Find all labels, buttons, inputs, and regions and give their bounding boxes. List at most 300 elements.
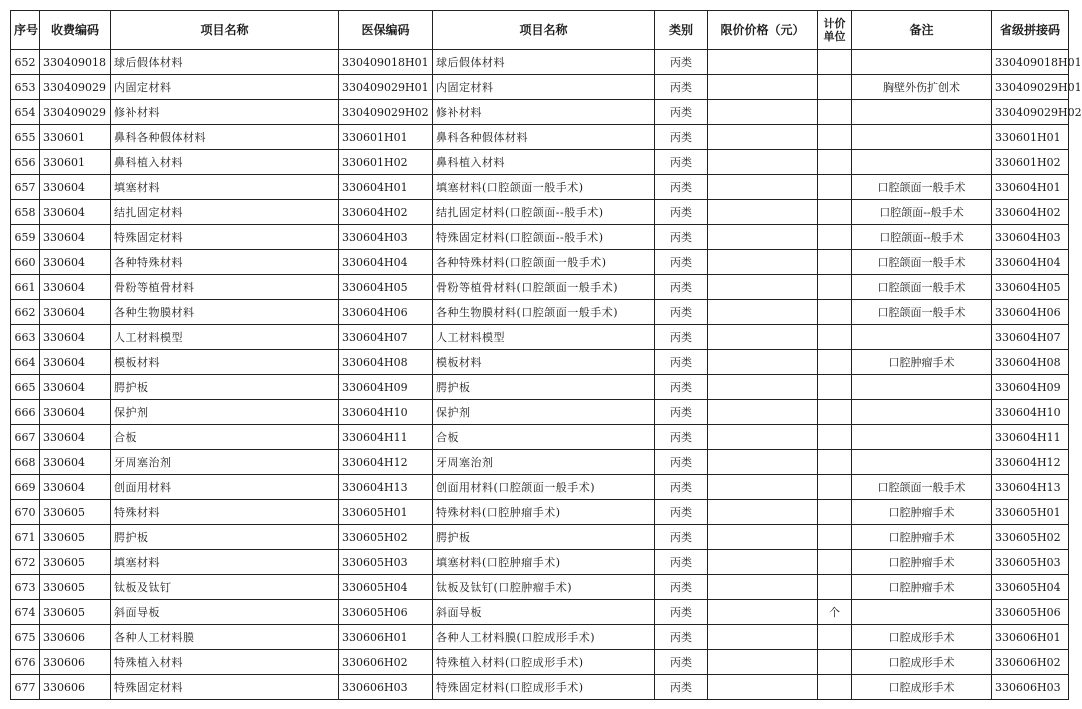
table-row [11, 200, 1069, 225]
cell-category: 丙类 [655, 350, 708, 375]
cell-price-limit [708, 375, 818, 400]
cell-unit [818, 575, 852, 600]
cell-note: 口腔成形手术 [852, 650, 992, 675]
header-note: 备注 [852, 11, 992, 50]
cell-insurance-item-name: 球后假体材料 [433, 50, 655, 75]
table-row [11, 225, 1069, 250]
cell-category: 丙类 [655, 400, 708, 425]
table-row [11, 625, 1069, 650]
table-row [11, 250, 1069, 275]
cell-seq: 667 [11, 425, 40, 450]
cell-category: 丙类 [655, 300, 708, 325]
cell-provincial-code: 330604H08 [992, 350, 1069, 375]
price-list-sheet [10, 10, 1082, 700]
cell-seq: 671 [11, 525, 40, 550]
cell-item-name: 各种人工材料膜 [111, 625, 339, 650]
cell-item-name: 填塞材料 [111, 550, 339, 575]
cell-insurance-item-name: 各种特殊材料(口腔颌面一般手术) [433, 250, 655, 275]
cell-price-limit [708, 400, 818, 425]
cell-note: 口腔肿瘤手术 [852, 350, 992, 375]
cell-insurance-item-name: 保护剂 [433, 400, 655, 425]
cell-seq: 663 [11, 325, 40, 350]
cell-unit [818, 450, 852, 475]
cell-fee-code: 330604 [40, 175, 111, 200]
cell-fee-code: 330604 [40, 250, 111, 275]
cell-seq: 676 [11, 650, 40, 675]
cell-provincial-code: 330606H03 [992, 675, 1069, 700]
cell-insurance-item-name: 创面用材料(口腔颌面一般手术) [433, 475, 655, 500]
cell-insurance-code: 330604H02 [339, 200, 433, 225]
cell-unit [818, 200, 852, 225]
cell-unit [818, 675, 852, 700]
cell-note [852, 150, 992, 175]
cell-seq: 655 [11, 125, 40, 150]
cell-provincial-code: 330409029H02 [992, 100, 1069, 125]
cell-price-limit [708, 450, 818, 475]
cell-seq: 657 [11, 175, 40, 200]
cell-seq: 662 [11, 300, 40, 325]
cell-insurance-item-name: 内固定材料 [433, 75, 655, 100]
cell-fee-code: 330606 [40, 625, 111, 650]
cell-unit [818, 350, 852, 375]
cell-category: 丙类 [655, 250, 708, 275]
cell-fee-code: 330604 [40, 475, 111, 500]
cell-price-limit [708, 500, 818, 525]
header-unit-line2: 单位 [823, 30, 846, 43]
cell-provincial-code: 330604H04 [992, 250, 1069, 275]
cell-category: 丙类 [655, 275, 708, 300]
cell-category: 丙类 [655, 650, 708, 675]
table-row [11, 400, 1069, 425]
cell-provincial-code: 330409029H01 [992, 75, 1069, 100]
cell-price-limit [708, 75, 818, 100]
cell-category: 丙类 [655, 425, 708, 450]
cell-unit [818, 400, 852, 425]
cell-category: 丙类 [655, 675, 708, 700]
cell-item-name: 结扎固定材料 [111, 200, 339, 225]
cell-fee-code: 330605 [40, 550, 111, 575]
cell-seq: 654 [11, 100, 40, 125]
cell-category: 丙类 [655, 575, 708, 600]
cell-insurance-item-name: 修补材料 [433, 100, 655, 125]
cell-fee-code: 330604 [40, 350, 111, 375]
cell-provincial-code: 330604H03 [992, 225, 1069, 250]
cell-insurance-code: 330604H11 [339, 425, 433, 450]
table-row [11, 275, 1069, 300]
cell-provincial-code: 330409018H01 [992, 50, 1069, 75]
cell-price-limit [708, 475, 818, 500]
table-row [11, 100, 1069, 125]
cell-note [852, 425, 992, 450]
cell-insurance-item-name: 各种生物膜材料(口腔颌面一般手术) [433, 300, 655, 325]
cell-category: 丙类 [655, 550, 708, 575]
cell-insurance-code: 330605H06 [339, 600, 433, 625]
cell-price-limit [708, 100, 818, 125]
cell-note: 口腔肿瘤手术 [852, 500, 992, 525]
cell-note: 口腔肿瘤手术 [852, 575, 992, 600]
table-header [11, 11, 1069, 50]
cell-fee-code: 330605 [40, 575, 111, 600]
table-row [11, 550, 1069, 575]
cell-seq: 661 [11, 275, 40, 300]
cell-item-name: 牙周塞治剂 [111, 450, 339, 475]
table-row [11, 375, 1069, 400]
cell-provincial-code: 330604H13 [992, 475, 1069, 500]
cell-note: 口腔肿瘤手术 [852, 525, 992, 550]
cell-note [852, 375, 992, 400]
cell-note: 口腔颌面一般手术 [852, 475, 992, 500]
cell-seq: 677 [11, 675, 40, 700]
table-row [11, 675, 1069, 700]
cell-seq: 669 [11, 475, 40, 500]
cell-fee-code: 330601 [40, 150, 111, 175]
cell-insurance-item-name: 钛板及钛钉(口腔肿瘤手术) [433, 575, 655, 600]
cell-insurance-code: 330601H02 [339, 150, 433, 175]
cell-provincial-code: 330604H10 [992, 400, 1069, 425]
cell-unit [818, 500, 852, 525]
cell-fee-code: 330604 [40, 425, 111, 450]
cell-item-name: 特殊材料 [111, 500, 339, 525]
cell-insurance-item-name: 特殊植入材料(口腔成形手术) [433, 650, 655, 675]
cell-category: 丙类 [655, 375, 708, 400]
cell-provincial-code: 330604H02 [992, 200, 1069, 225]
cell-price-limit [708, 600, 818, 625]
cell-unit [818, 100, 852, 125]
cell-category: 丙类 [655, 475, 708, 500]
cell-category: 丙类 [655, 625, 708, 650]
cell-note [852, 100, 992, 125]
cell-insurance-item-name: 特殊材料(口腔肿瘤手术) [433, 500, 655, 525]
cell-seq: 660 [11, 250, 40, 275]
cell-item-name: 骨粉等植骨材料 [111, 275, 339, 300]
cell-item-name: 合板 [111, 425, 339, 450]
table-row [11, 450, 1069, 475]
table-row [11, 50, 1069, 75]
cell-unit [818, 550, 852, 575]
cell-insurance-code: 330604H03 [339, 225, 433, 250]
cell-provincial-code: 330604H05 [992, 275, 1069, 300]
cell-note [852, 400, 992, 425]
cell-note [852, 600, 992, 625]
cell-item-name: 特殊固定材料 [111, 225, 339, 250]
cell-category: 丙类 [655, 75, 708, 100]
cell-fee-code: 330604 [40, 375, 111, 400]
cell-unit [818, 175, 852, 200]
cell-note: 口腔颌面--般手术 [852, 225, 992, 250]
cell-provincial-code: 330604H07 [992, 325, 1069, 350]
cell-insurance-code: 330604H05 [339, 275, 433, 300]
table-row [11, 325, 1069, 350]
cell-provincial-code: 330604H09 [992, 375, 1069, 400]
cell-fee-code: 330409029 [40, 100, 111, 125]
cell-provincial-code: 330605H04 [992, 575, 1069, 600]
table-row [11, 350, 1069, 375]
cell-category: 丙类 [655, 175, 708, 200]
cell-note: 口腔颌面一般手术 [852, 250, 992, 275]
cell-unit [818, 425, 852, 450]
cell-insurance-code: 330604H01 [339, 175, 433, 200]
cell-price-limit [708, 175, 818, 200]
cell-insurance-item-name: 鼻科各种假体材料 [433, 125, 655, 150]
cell-note: 口腔肿瘤手术 [852, 550, 992, 575]
cell-item-name: 填塞材料 [111, 175, 339, 200]
cell-seq: 670 [11, 500, 40, 525]
cell-category: 丙类 [655, 325, 708, 350]
cell-seq: 673 [11, 575, 40, 600]
cell-insurance-code: 330605H02 [339, 525, 433, 550]
cell-price-limit [708, 575, 818, 600]
cell-price-limit [708, 50, 818, 75]
cell-insurance-code: 330604H04 [339, 250, 433, 275]
cell-price-limit [708, 650, 818, 675]
cell-insurance-code: 330604H06 [339, 300, 433, 325]
cell-note [852, 50, 992, 75]
cell-insurance-code: 330605H03 [339, 550, 433, 575]
cell-category: 丙类 [655, 125, 708, 150]
table-row [11, 575, 1069, 600]
cell-insurance-code: 330409029H02 [339, 100, 433, 125]
cell-category: 丙类 [655, 525, 708, 550]
header-unit [818, 11, 852, 50]
cell-insurance-item-name: 特殊固定材料(口腔颌面--般手术) [433, 225, 655, 250]
cell-fee-code: 330604 [40, 275, 111, 300]
cell-unit [818, 50, 852, 75]
cell-item-name: 人工材料模型 [111, 325, 339, 350]
cell-note: 口腔颌面一般手术 [852, 300, 992, 325]
cell-note [852, 125, 992, 150]
cell-insurance-item-name: 合板 [433, 425, 655, 450]
cell-insurance-item-name: 填塞材料(口腔颌面一般手术) [433, 175, 655, 200]
cell-category: 丙类 [655, 225, 708, 250]
cell-note [852, 450, 992, 475]
cell-category: 丙类 [655, 150, 708, 175]
table-row [11, 75, 1069, 100]
cell-provincial-code: 330606H02 [992, 650, 1069, 675]
cell-insurance-code: 330601H01 [339, 125, 433, 150]
cell-insurance-code: 330604H07 [339, 325, 433, 350]
cell-insurance-item-name: 特殊固定材料(口腔成形手术) [433, 675, 655, 700]
header-category: 类别 [655, 11, 708, 50]
cell-insurance-code: 330604H13 [339, 475, 433, 500]
header-row [11, 11, 1069, 50]
cell-unit [818, 525, 852, 550]
cell-price-limit [708, 625, 818, 650]
cell-provincial-code: 330604H01 [992, 175, 1069, 200]
cell-fee-code: 330604 [40, 400, 111, 425]
cell-price-limit [708, 550, 818, 575]
cell-seq: 664 [11, 350, 40, 375]
cell-unit [818, 650, 852, 675]
cell-insurance-code: 330409018H01 [339, 50, 433, 75]
cell-seq: 658 [11, 200, 40, 225]
cell-unit [818, 150, 852, 175]
cell-unit [818, 225, 852, 250]
cell-price-limit [708, 525, 818, 550]
cell-item-name: 保护剂 [111, 400, 339, 425]
cell-seq: 675 [11, 625, 40, 650]
cell-insurance-code: 330606H02 [339, 650, 433, 675]
table-row [11, 525, 1069, 550]
cell-price-limit [708, 225, 818, 250]
cell-insurance-item-name: 人工材料模型 [433, 325, 655, 350]
cell-insurance-code: 330604H08 [339, 350, 433, 375]
cell-seq: 652 [11, 50, 40, 75]
cell-category: 丙类 [655, 50, 708, 75]
cell-fee-code: 330605 [40, 600, 111, 625]
cell-fee-code: 330601 [40, 125, 111, 150]
cell-insurance-code: 330606H01 [339, 625, 433, 650]
cell-insurance-item-name: 填塞材料(口腔肿瘤手术) [433, 550, 655, 575]
cell-unit [818, 250, 852, 275]
cell-provincial-code: 330604H11 [992, 425, 1069, 450]
cell-insurance-item-name: 牙周塞治剂 [433, 450, 655, 475]
header-insurance-item-name: 项目名称 [433, 11, 655, 50]
header-provincial-code: 省级拼接码 [992, 11, 1069, 50]
cell-insurance-item-name: 骨粉等植骨材料(口腔颌面一般手术) [433, 275, 655, 300]
table-row [11, 150, 1069, 175]
cell-category: 丙类 [655, 100, 708, 125]
cell-seq: 656 [11, 150, 40, 175]
table-row [11, 175, 1069, 200]
cell-insurance-item-name: 模板材料 [433, 350, 655, 375]
cell-unit [818, 300, 852, 325]
cell-unit [818, 475, 852, 500]
cell-price-limit [708, 325, 818, 350]
cell-insurance-item-name: 斜面导板 [433, 600, 655, 625]
cell-seq: 666 [11, 400, 40, 425]
cell-unit [818, 275, 852, 300]
cell-insurance-item-name: 结扎固定材料(口腔颌面--般手术) [433, 200, 655, 225]
cell-seq: 672 [11, 550, 40, 575]
cell-note: 口腔成形手术 [852, 675, 992, 700]
cell-fee-code: 330606 [40, 675, 111, 700]
cell-item-name: 特殊植入材料 [111, 650, 339, 675]
cell-seq: 659 [11, 225, 40, 250]
cell-fee-code: 330604 [40, 200, 111, 225]
header-price-limit: 限价价格（元） [708, 11, 818, 50]
cell-item-name: 钛板及钛钉 [111, 575, 339, 600]
cell-item-name: 各种生物膜材料 [111, 300, 339, 325]
cell-fee-code: 330604 [40, 450, 111, 475]
cell-item-name: 腭护板 [111, 525, 339, 550]
cell-item-name: 创面用材料 [111, 475, 339, 500]
cell-category: 丙类 [655, 500, 708, 525]
cell-insurance-item-name: 腭护板 [433, 375, 655, 400]
cell-seq: 674 [11, 600, 40, 625]
cell-provincial-code: 330606H01 [992, 625, 1069, 650]
header-seq: 序号 [11, 11, 40, 50]
cell-provincial-code: 330605H06 [992, 600, 1069, 625]
cell-item-name: 模板材料 [111, 350, 339, 375]
cell-seq: 668 [11, 450, 40, 475]
cell-item-name: 球后假体材料 [111, 50, 339, 75]
cell-unit [818, 625, 852, 650]
cell-note: 口腔颌面一般手术 [852, 175, 992, 200]
cell-provincial-code: 330605H02 [992, 525, 1069, 550]
cell-note: 胸壁外伤扩创术 [852, 75, 992, 100]
cell-price-limit [708, 300, 818, 325]
table-row [11, 125, 1069, 150]
cell-fee-code: 330604 [40, 325, 111, 350]
cell-item-name: 内固定材料 [111, 75, 339, 100]
table-row [11, 300, 1069, 325]
cell-note: 口腔颌面--般手术 [852, 200, 992, 225]
cell-insurance-code: 330604H09 [339, 375, 433, 400]
cell-insurance-code: 330605H01 [339, 500, 433, 525]
cell-price-limit [708, 250, 818, 275]
cell-provincial-code: 330605H03 [992, 550, 1069, 575]
header-item-name: 项目名称 [111, 11, 339, 50]
cell-category: 丙类 [655, 200, 708, 225]
table-row [11, 475, 1069, 500]
cell-price-limit [708, 150, 818, 175]
table-body [11, 50, 1082, 700]
cell-unit [818, 125, 852, 150]
cell-insurance-item-name: 各种人工材料膜(口腔成形手术) [433, 625, 655, 650]
table-row [11, 425, 1069, 450]
cell-fee-code: 330604 [40, 300, 111, 325]
cell-note: 口腔颌面一般手术 [852, 275, 992, 300]
cell-category: 丙类 [655, 600, 708, 625]
cell-note: 口腔成形手术 [852, 625, 992, 650]
cell-item-name: 修补材料 [111, 100, 339, 125]
cell-fee-code: 330606 [40, 650, 111, 675]
cell-unit [818, 75, 852, 100]
cell-price-limit [708, 125, 818, 150]
table-row [11, 650, 1069, 675]
cell-price-limit [708, 200, 818, 225]
cell-category: 丙类 [655, 450, 708, 475]
cell-insurance-item-name: 腭护板 [433, 525, 655, 550]
cell-provincial-code: 330601H02 [992, 150, 1069, 175]
header-insurance-code: 医保编码 [339, 11, 433, 50]
cell-fee-code: 330604 [40, 225, 111, 250]
cell-provincial-code: 330604H12 [992, 450, 1069, 475]
cell-item-name: 腭护板 [111, 375, 339, 400]
cell-provincial-code: 330601H01 [992, 125, 1069, 150]
cell-insurance-item-name: 鼻科植入材料 [433, 150, 655, 175]
cell-price-limit [708, 425, 818, 450]
cell-insurance-code: 330605H04 [339, 575, 433, 600]
cell-fee-code: 330409018 [40, 50, 111, 75]
cell-seq: 653 [11, 75, 40, 100]
cell-fee-code: 330605 [40, 525, 111, 550]
cell-item-name: 斜面导板 [111, 600, 339, 625]
cell-unit [818, 375, 852, 400]
cell-price-limit [708, 350, 818, 375]
cell-item-name: 鼻科各种假体材料 [111, 125, 339, 150]
cell-unit [818, 325, 852, 350]
cell-price-limit [708, 675, 818, 700]
cell-fee-code: 330605 [40, 500, 111, 525]
cell-price-limit [708, 275, 818, 300]
cell-provincial-code: 330604H06 [992, 300, 1069, 325]
header-fee-code: 收费编码 [40, 11, 111, 50]
cell-fee-code: 330409029 [40, 75, 111, 100]
cell-provincial-code: 330605H01 [992, 500, 1069, 525]
price-table [10, 10, 1082, 700]
cell-seq: 665 [11, 375, 40, 400]
cell-item-name: 各种特殊材料 [111, 250, 339, 275]
cell-item-name: 特殊固定材料 [111, 675, 339, 700]
table-row [11, 500, 1069, 525]
cell-insurance-code: 330409029H01 [339, 75, 433, 100]
table-row [11, 600, 1069, 625]
cell-unit: 个 [818, 600, 852, 625]
cell-item-name: 鼻科植入材料 [111, 150, 339, 175]
cell-note [852, 325, 992, 350]
cell-insurance-code: 330604H10 [339, 400, 433, 425]
